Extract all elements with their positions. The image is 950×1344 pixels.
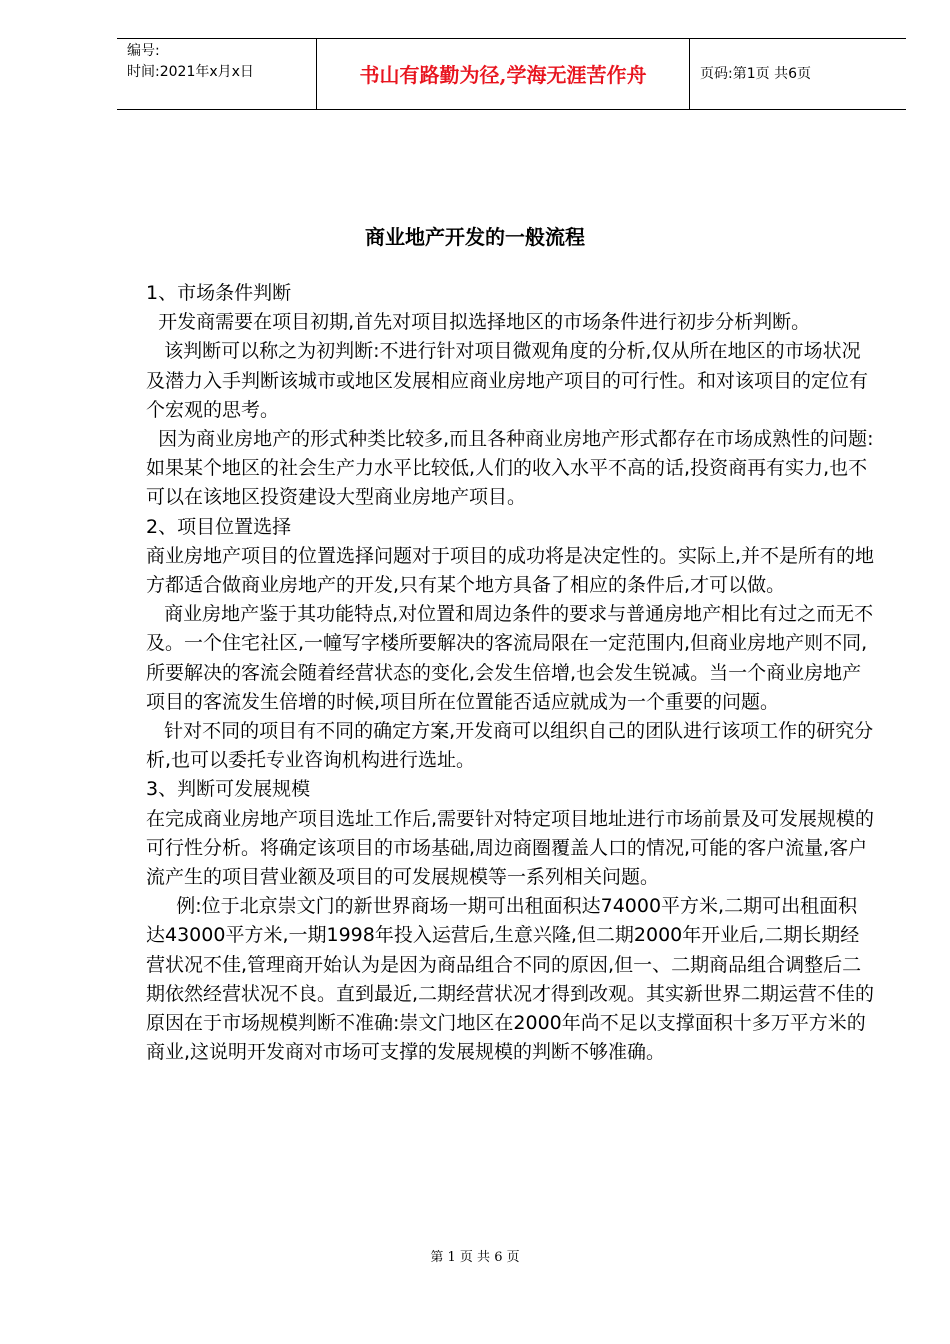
paragraph: 该判断可以称之为初判断:不进行针对项目微观角度的分析,仅从所在地区的市场状况及潜力入手判断该城市或地区发展相应商业房地产项目的可行性。和对该项目的定位有个宏观的思考。 — [146, 340, 869, 421]
header-motto: 书山有路勤为径,学海无涯苦作舟 — [359, 63, 647, 87]
header-meta-cell — [117, 39, 317, 109]
document-body — [146, 279, 876, 1067]
section-heading: 1、市场条件判断 — [146, 282, 292, 304]
paragraph: 商业房地产鉴于其功能特点,对位置和周边条件的要求与普通房地产相比有过之而无不及。一个住宅社区,一幢写字楼所要解决的客流局限在一定范围内,但商业房地产则不同,所要解决的客流会随着经营状态的变化,会发生倍增,也会发生锐减。当一个商业房地产项目的客流发生倍增的时候,项目所在位置能否适应就成为一个重要的问题。 — [146, 603, 874, 713]
section-heading: 3、判断可发展规模 — [146, 778, 311, 801]
header-time-label: 时间:2021年x月x日 — [127, 64, 254, 80]
paragraph: 开发商需要在项目初期,首先对项目拟选择地区的市场条件进行初步分析判断。 — [146, 311, 811, 334]
header-page-label: 页码:第1页 共6页 — [700, 66, 811, 82]
paragraph: 针对不同的项目有不同的确定方案,开发商可以组织自己的团队进行该项工作的研究分析,也可以委托专业咨询机构进行选址。 — [146, 720, 874, 772]
header-motto-cell — [317, 39, 690, 109]
document-title: 商业地产开发的一般流程 — [365, 225, 585, 249]
paragraph: 商业房地产项目的位置选择问题对于项目的成功将是决定性的。实际上,并不是所有的地方都适合做商业房地产的开发,只有某个地方具备了相应的条件后,才可以做。 — [146, 544, 875, 597]
paragraph: 因为商业房地产的形式种类比较多,而且各种商业房地产形式都存在市场成熟性的问题:如果某个地区的社会生产力水平比较低,人们的收入水平不高的话,投资商再有实力,也不可以在该地区投资建设大型商业房地产项目。 — [146, 428, 874, 509]
paragraph: 例:位于北京崇文门的新世界商场一期可出租面积达74000平方米,二期可出租面积达43000平方米,一期1998年投入运营后,生意兴隆,但二期2000年开业后,二期长期经营状况不佳,管理商开始认为是因为商品组合不同的原因,但一、二期商品组合调整后二期依然经营状况不良。直到最近,二期经营状况才得到改观。其实新世界二期运营不佳的原因在于市场规模判断不准确:崇文门地区在2000年尚不足以支撑面积十多万平方米的商业,这说明开发商对市场可支撑的发展规模的判断不够准确。 — [146, 895, 875, 1064]
page-header — [117, 38, 906, 110]
header-page-cell — [690, 39, 906, 109]
paragraph: 在完成商业房地产项目选址工作后,需要针对特定项目地址进行市场前景及可发展规模的可行性分析。将确定该项目的市场基础,周边商圈覆盖人口的情况,可能的客户流量,客户流产生的项目营业额及项目的可发展规模等一系列相关问题。 — [146, 807, 875, 889]
page-footer: 第 1 页 共 6 页 — [430, 1250, 520, 1265]
header-number-label: 编号: — [127, 43, 160, 59]
section-heading: 2、项目位置选择 — [146, 515, 292, 538]
